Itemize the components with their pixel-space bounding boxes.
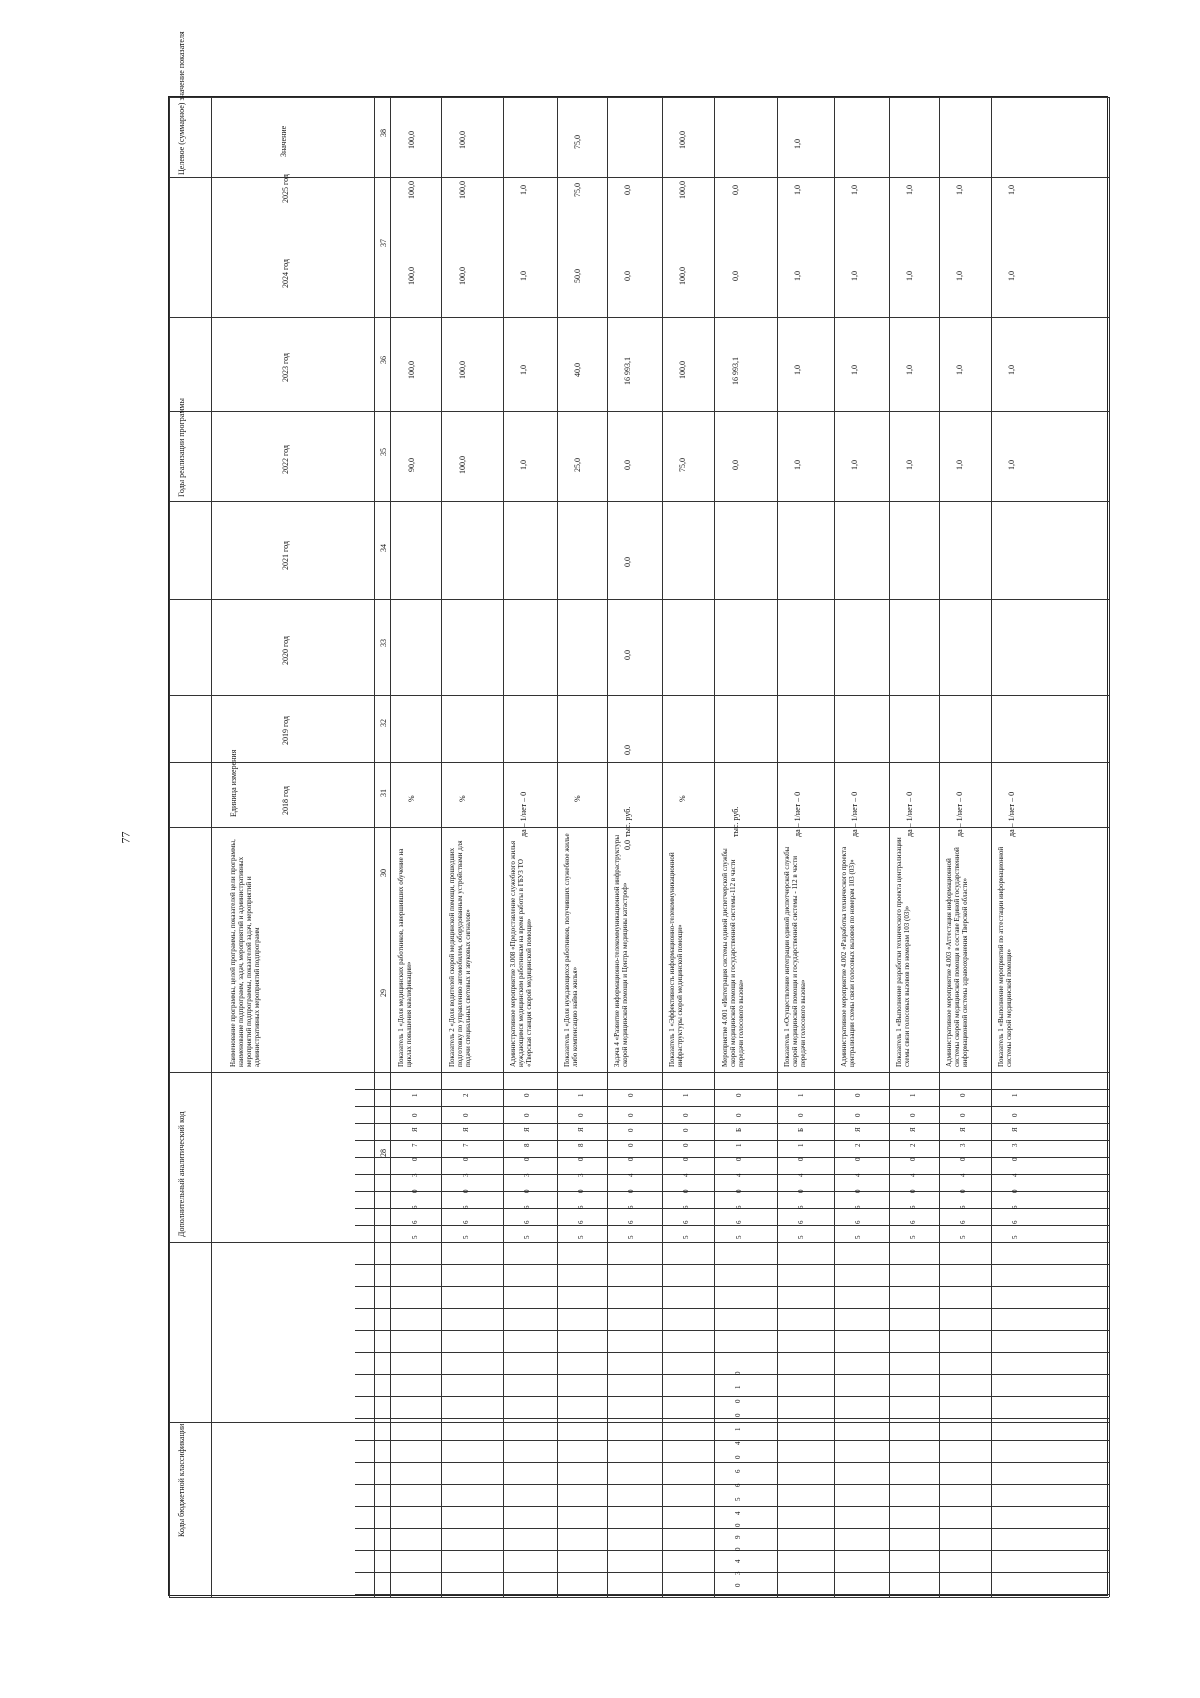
year-value: 75,0	[573, 183, 582, 197]
analytic-code-digit: 1	[909, 1093, 917, 1097]
budget-code-digit: 6	[734, 1469, 742, 1473]
col-number: 38	[379, 129, 388, 137]
indicator-name: Показатель 1 «Доля медицинских работников, завершивших обучение на циклах повышения квалификации»	[397, 848, 413, 1067]
analytic-code-digit: 8	[577, 1143, 585, 1147]
h-gridline	[355, 1264, 1109, 1265]
budget-code-digit: 1	[734, 1427, 742, 1431]
h-gridline	[169, 177, 1109, 178]
h-gridline	[355, 1123, 1109, 1124]
budget-code-digit: 4	[734, 1511, 742, 1515]
analytic-code-digit: 0	[854, 1157, 862, 1161]
analytic-code-digit: Я	[577, 1127, 585, 1132]
analytic-code-digit: 0	[411, 1189, 419, 1193]
analytic-code-digit: 6	[909, 1220, 917, 1224]
year-value: 1,0	[905, 271, 914, 281]
analytic-code-digit: 6	[523, 1205, 531, 1209]
analytic-code-digit: 6	[577, 1205, 585, 1209]
target-value-header: Целевое (суммарное) значение показателя	[177, 31, 186, 175]
indicator-name: Показатель 1 «Доля нуждающихся работников, получивших служебное жилье либо компенсацию найма жилья»	[563, 833, 579, 1067]
analytic-code-digit: Я	[959, 1127, 967, 1132]
h-gridline	[169, 827, 1109, 828]
analytic-code-digit: 4	[909, 1173, 917, 1177]
year-value: 25,0	[573, 458, 582, 472]
analytic-code-digit: 5	[627, 1235, 635, 1239]
analytic-code-digit: 0	[959, 1189, 967, 1193]
analytic-code-digit: 5	[959, 1235, 967, 1239]
year-value: 1,0	[850, 365, 859, 375]
analytic-code-digit: 6	[411, 1220, 419, 1224]
indicator-name: Административное мероприятие 4.003 «Аттестация информационной системы скорой медицинской помощи в составе Единой государственной информационной системы здравоохранения Тверской области»	[945, 847, 969, 1067]
v-gridline	[889, 97, 890, 1597]
analytic-code-digit: 0	[735, 1113, 743, 1117]
h-gridline	[355, 1440, 1109, 1441]
analytic-code-digit: 7	[411, 1143, 419, 1147]
analytic-code-digit: 1	[682, 1093, 690, 1097]
analytic-code-digit: 5	[462, 1235, 470, 1239]
year-value: 1,0	[1007, 365, 1016, 375]
analytic-code-digit: 0	[909, 1157, 917, 1161]
analytic-code-digit: 4	[1011, 1173, 1019, 1177]
unit-value: да – 1/нет – 0	[793, 791, 802, 837]
v-gridline	[557, 97, 558, 1597]
col-number: 29	[379, 989, 388, 997]
analytic-code-digit: 0	[462, 1113, 470, 1117]
analytic-code-digit: 3	[523, 1173, 531, 1177]
analytic-code-digit: 0	[909, 1113, 917, 1117]
year-value: 1,0	[519, 271, 528, 281]
h-gridline	[355, 1242, 1109, 1243]
v-gridline	[374, 97, 375, 1597]
unit-header: Единица измерения	[229, 749, 238, 817]
program-indicators-table	[168, 31, 1108, 1596]
analytic-code-digit: 3	[411, 1173, 419, 1177]
target-value: 100,0	[458, 131, 467, 149]
target-value: 100,0	[407, 131, 416, 149]
year-value: 0,0	[623, 745, 632, 755]
indicator-name: Показатель 1 «Выполнение мероприятий по аттестации информационной системы скорой медицинской помощи»	[997, 846, 1013, 1067]
year-value: 40,0	[573, 363, 582, 377]
year-value: 100,0	[458, 456, 467, 474]
analytic-code-digit: 0	[1011, 1157, 1019, 1161]
analytic-code-digit: 0	[735, 1157, 743, 1161]
year-header-2025: 2025 год	[281, 174, 290, 203]
analytic-code-digit: 1	[797, 1143, 805, 1147]
analytic-code-header: Дополнительный аналитический код	[177, 1111, 186, 1237]
analytic-code-digit: 6	[577, 1220, 585, 1224]
analytic-code-digit: 6	[854, 1220, 862, 1224]
analytic-code-digit: 0	[909, 1189, 917, 1193]
year-value: 75,0	[678, 458, 687, 472]
col-number: 32	[379, 719, 388, 727]
table-grid	[169, 31, 1109, 1597]
year-value: 1,0	[1007, 271, 1016, 281]
budget-code-digit: 3	[734, 1571, 742, 1575]
analytic-code-digit: 0	[577, 1157, 585, 1161]
year-header-2024: 2024 год	[281, 259, 290, 288]
unit-value: да – 1/нет – 0	[519, 791, 528, 837]
year-value: 1,0	[850, 460, 859, 470]
year-value: 1,0	[955, 185, 964, 195]
indicator-name: Показатель 2 «Доля водителей скорой медицинской помощи, прошедших подготовку по управлению автомобилем, оборудованным устройствами для подачи специальных световых и звуковых сигналов»	[448, 840, 472, 1067]
year-value: 0,0	[623, 271, 632, 281]
analytic-code-digit: 6	[627, 1220, 635, 1224]
value-header: Значение	[279, 125, 288, 157]
analytic-code-digit: 8	[523, 1143, 531, 1147]
analytic-code-digit: Я	[909, 1127, 917, 1132]
analytic-code-digit: 3	[959, 1143, 967, 1147]
col-number: 35	[379, 448, 388, 456]
analytic-code-digit: 1	[577, 1093, 585, 1097]
h-gridline	[355, 1308, 1109, 1309]
h-gridline	[355, 1225, 1109, 1226]
analytic-code-digit: 0	[682, 1189, 690, 1193]
unit-value: да – 1/нет – 0	[955, 791, 964, 837]
year-value: 90,0	[407, 458, 416, 472]
year-value: 100,0	[458, 181, 467, 199]
analytic-code-digit: 5	[797, 1235, 805, 1239]
analytic-code-digit: 3	[577, 1173, 585, 1177]
analytic-code-digit: 0	[627, 1189, 635, 1193]
year-value: 0,0	[731, 460, 740, 470]
year-value: 16 993,1	[731, 357, 740, 385]
year-value: 1,0	[850, 185, 859, 195]
analytic-code-digit: 2	[909, 1143, 917, 1147]
budget-code-digit: 6	[734, 1483, 742, 1487]
year-value: 1,0	[850, 271, 859, 281]
analytic-code-digit: 0	[797, 1189, 805, 1193]
year-value: 1,0	[905, 185, 914, 195]
analytic-code-digit: 0	[523, 1113, 531, 1117]
target-value: 1,0	[793, 139, 802, 149]
year-value: 1,0	[793, 185, 802, 195]
year-value: 1,0	[519, 460, 528, 470]
year-value: 0,0	[623, 185, 632, 195]
analytic-code-digit: 6	[462, 1220, 470, 1224]
year-value: 1,0	[1007, 185, 1016, 195]
col-number: 36	[379, 356, 388, 364]
v-gridline	[441, 97, 442, 1597]
year-value: 100,0	[458, 361, 467, 379]
unit-value: да – 1/нет – 0	[850, 791, 859, 837]
analytic-code-digit: 0	[523, 1093, 531, 1097]
analytic-code-digit: 6	[411, 1205, 419, 1209]
target-value: 100,0	[678, 131, 687, 149]
analytic-code-digit: 7	[462, 1143, 470, 1147]
indicator-name: Административное мероприятие 3.008 «Предоставление служебного жилья нуждающимся медицинским работникам на время работы в ГБУЗ ТО «Тверская станция скорой медицинской помощи»	[509, 840, 533, 1067]
analytic-code-digit: 0	[682, 1157, 690, 1161]
year-value: 1,0	[793, 271, 802, 281]
year-header-2019: 2019 год	[281, 716, 290, 745]
v-gridline	[211, 97, 212, 1597]
analytic-code-digit: 1	[797, 1093, 805, 1097]
h-gridline	[355, 1594, 1109, 1595]
year-value: 1,0	[519, 185, 528, 195]
target-value: 75,0	[573, 135, 582, 149]
analytic-code-digit: 0	[462, 1157, 470, 1161]
h-gridline	[355, 1330, 1109, 1331]
analytic-code-digit: Я	[411, 1127, 419, 1132]
year-value: 0,0	[623, 840, 632, 850]
budget-code-digit: 0	[734, 1413, 742, 1417]
budget-code-digit: 0	[734, 1583, 742, 1587]
analytic-code-digit: 4	[735, 1173, 743, 1177]
year-header-2021: 2021 год	[281, 541, 290, 570]
analytic-code-digit: 6	[797, 1205, 805, 1209]
analytic-code-digit: 0	[735, 1189, 743, 1193]
budget-codes-header: Коды бюджетной классификации	[177, 1423, 186, 1537]
analytic-code-digit: 0	[627, 1093, 635, 1097]
year-value: 1,0	[955, 271, 964, 281]
h-gridline	[355, 1506, 1109, 1507]
analytic-code-digit: 5	[411, 1235, 419, 1239]
analytic-code-digit: 5	[909, 1235, 917, 1239]
analytic-code-digit: 0	[523, 1157, 531, 1161]
h-gridline	[169, 97, 1109, 98]
year-value: 100,0	[407, 267, 416, 285]
v-gridline	[777, 97, 778, 1597]
budget-code-digit: 0	[734, 1455, 742, 1459]
analytic-code-digit: 0	[959, 1157, 967, 1161]
year-value: 1,0	[519, 365, 528, 375]
year-value: 1,0	[1007, 460, 1016, 470]
budget-code-digit: 5	[734, 1497, 742, 1501]
unit-value: %	[678, 795, 687, 802]
unit-value: %	[458, 795, 467, 802]
year-value: 1,0	[793, 460, 802, 470]
unit-value: тыс. руб.	[731, 806, 740, 837]
h-gridline	[355, 1462, 1109, 1463]
page-number: 77	[118, 831, 133, 844]
analytic-code-digit: 4	[959, 1173, 967, 1177]
analytic-code-digit: 0	[1011, 1113, 1019, 1117]
h-gridline	[355, 1484, 1109, 1485]
analytic-code-digit: Я	[523, 1127, 531, 1132]
col-number: 34	[379, 544, 388, 552]
year-value: 1,0	[955, 460, 964, 470]
analytic-code-digit: 4	[682, 1173, 690, 1177]
analytic-code-digit: 6	[854, 1205, 862, 1209]
year-value: 16 993,1	[623, 357, 632, 385]
unit-value: тыс. руб.	[623, 806, 632, 837]
indicator-name: Задача 4 «Развитие информационно-телекоммуникационной инфраструктуры скорой медицинской помощи и Центра медицины катастроф»	[613, 834, 629, 1067]
h-gridline	[355, 1396, 1109, 1397]
h-gridline	[355, 1352, 1109, 1353]
budget-code-digit: 0	[734, 1523, 742, 1527]
v-gridline	[503, 97, 504, 1597]
h-gridline	[169, 411, 1109, 412]
analytic-code-digit: 0	[735, 1093, 743, 1097]
indicator-name: Показатель 1 «Осуществление интеграции единой диспетчерской службы скорой медицинской помощи и государственной системы - 112 в части передачи голосового вызова»	[783, 846, 807, 1067]
analytic-code-digit: Я	[854, 1127, 862, 1132]
h-gridline	[169, 1422, 1109, 1423]
budget-code-digit: 0	[734, 1399, 742, 1403]
analytic-code-digit: 6	[909, 1205, 917, 1209]
col-number: 37	[379, 239, 388, 247]
v-gridline	[607, 97, 608, 1597]
analytic-code-digit: 1	[1011, 1093, 1019, 1097]
analytic-code-digit: 5	[523, 1235, 531, 1239]
analytic-code-digit: 5	[1011, 1235, 1019, 1239]
year-value: 0,0	[731, 271, 740, 281]
analytic-code-digit: 4	[854, 1173, 862, 1177]
year-value: 100,0	[407, 361, 416, 379]
analytic-code-digit: 3	[462, 1173, 470, 1177]
analytic-code-digit: 1	[735, 1143, 743, 1147]
indicator-name: Показатель 1 «Выполнение разработки технического проекта централизации схемы связи голосовых вызовов по номерам 103 (03)»	[895, 837, 911, 1067]
analytic-code-digit: 6	[1011, 1205, 1019, 1209]
h-gridline	[169, 1597, 1109, 1598]
analytic-code-digit: Б	[797, 1127, 805, 1132]
v-gridline	[939, 97, 940, 1597]
h-gridline	[169, 762, 1109, 763]
h-gridline	[169, 501, 1109, 502]
h-gridline	[355, 1106, 1109, 1107]
unit-value: %	[407, 795, 416, 802]
budget-code-digit: 0	[734, 1547, 742, 1551]
analytic-code-digit: 4	[797, 1173, 805, 1177]
year-value: 50,0	[573, 269, 582, 283]
analytic-code-digit: 6	[959, 1205, 967, 1209]
analytic-code-digit: 6	[462, 1205, 470, 1209]
analytic-code-digit: 0	[627, 1143, 635, 1147]
indicator-name: Показатель 1 «Эффективность информационно-телекоммуникационной инфраструктуры скорой медицинской помощи»	[668, 852, 684, 1067]
analytic-code-digit: 0	[854, 1093, 862, 1097]
analytic-code-digit: 0	[854, 1189, 862, 1193]
year-header-2020: 2020 год	[281, 636, 290, 665]
analytic-code-digit: 0	[523, 1189, 531, 1193]
analytic-code-digit: 6	[523, 1220, 531, 1224]
analytic-code-digit: 6	[735, 1205, 743, 1209]
col-number: 28	[379, 1149, 388, 1157]
col-number: 30	[379, 869, 388, 877]
v-gridline	[714, 97, 715, 1597]
analytic-code-digit: 3	[1011, 1143, 1019, 1147]
analytic-code-digit: 5	[577, 1235, 585, 1239]
h-gridline	[169, 695, 1109, 696]
year-value: 1,0	[905, 365, 914, 375]
year-header-2022: 2022 год	[281, 445, 290, 474]
analytic-code-digit: 0	[682, 1128, 690, 1132]
analytic-code-digit: 0	[577, 1113, 585, 1117]
analytic-code-digit: 4	[627, 1173, 635, 1177]
h-gridline	[355, 1140, 1109, 1141]
unit-value: да – 1/нет – 0	[905, 791, 914, 837]
analytic-code-digit: 0	[797, 1113, 805, 1117]
v-gridline	[169, 97, 170, 1597]
analytic-code-digit: 0	[411, 1113, 419, 1117]
analytic-code-digit: 6	[735, 1220, 743, 1224]
budget-code-digit: 4	[734, 1441, 742, 1445]
h-gridline	[355, 1089, 1109, 1090]
unit-value: %	[573, 795, 582, 802]
indicator-name: Административное мероприятие 4.002 «Разработка технического проекта централизации схемы связи голосовых вызовов по номерам 103 (03)»	[840, 846, 856, 1067]
analytic-code-digit: 0	[627, 1113, 635, 1117]
year-value: 1,0	[955, 365, 964, 375]
h-gridline	[355, 1528, 1109, 1529]
h-gridline	[355, 1072, 1109, 1073]
analytic-code-digit: Я	[1011, 1127, 1019, 1132]
budget-code-digit: 4	[734, 1559, 742, 1563]
year-value: 100,0	[678, 181, 687, 199]
analytic-code-digit: 0	[959, 1093, 967, 1097]
analytic-code-digit: 6	[627, 1205, 635, 1209]
h-gridline	[355, 1547, 1109, 1551]
h-gridline	[355, 1572, 1109, 1573]
analytic-code-digit: 0	[627, 1157, 635, 1161]
year-value: 0,0	[731, 185, 740, 195]
year-value: 0,0	[623, 650, 632, 660]
analytic-code-digit: 6	[1011, 1220, 1019, 1224]
analytic-code-digit: 0	[959, 1113, 967, 1117]
years-group-header: Годы реализации программы	[177, 398, 186, 497]
v-gridline	[991, 97, 992, 1597]
year-value: 1,0	[793, 365, 802, 375]
h-gridline	[355, 1418, 1109, 1419]
name-column-header: Наименование программы, целей программы, показателей цели программы, наименование подпрограмм, задач, мероприятий и административных мероприятий подпрограммы, показателей задач, мероприятий и административных мероприятий подпрограмм	[229, 839, 261, 1067]
analytic-code-digit: 0	[682, 1113, 690, 1117]
analytic-code-digit: Я	[462, 1127, 470, 1132]
v-gridline	[662, 97, 663, 1597]
analytic-code-digit: 2	[854, 1143, 862, 1147]
analytic-code-digit: 6	[797, 1220, 805, 1224]
v-gridline	[390, 97, 391, 1597]
h-gridline	[355, 1286, 1109, 1287]
v-gridline	[1109, 97, 1110, 1597]
col-number: 33	[379, 639, 388, 647]
analytic-code-digit: 5	[682, 1235, 690, 1239]
year-value: 100,0	[458, 267, 467, 285]
year-value: 100,0	[407, 181, 416, 199]
analytic-code-digit: 0	[854, 1113, 862, 1117]
analytic-code-digit: Б	[735, 1127, 743, 1132]
budget-code-digit: 9	[734, 1535, 742, 1539]
indicator-name: Мероприятие 4.001 «Интеграция системы единой диспетчерской службы скорой медицинской помощи и государственной системы-112 в части передачи голосового вызова»	[721, 848, 745, 1067]
year-value: 0,0	[623, 557, 632, 567]
year-value: 100,0	[678, 267, 687, 285]
analytic-code-digit: 0	[1011, 1189, 1019, 1193]
year-header-2023: 2023 год	[281, 353, 290, 382]
h-gridline	[355, 1371, 1109, 1375]
analytic-code-digit: 0	[577, 1189, 585, 1193]
analytic-code-digit: 5	[854, 1235, 862, 1239]
analytic-code-digit: 0	[797, 1157, 805, 1161]
analytic-code-digit: 1	[411, 1093, 419, 1097]
analytic-code-digit: 0	[682, 1143, 690, 1147]
analytic-code-digit: 0	[411, 1157, 419, 1161]
budget-code-digit: 0	[734, 1371, 742, 1375]
year-value: 100,0	[678, 361, 687, 379]
h-gridline	[169, 317, 1109, 318]
analytic-code-digit: 0	[462, 1189, 470, 1193]
analytic-code-digit: 6	[682, 1205, 690, 1209]
v-gridline	[834, 97, 835, 1597]
year-value: 0,0	[623, 460, 632, 470]
h-gridline	[169, 599, 1109, 600]
analytic-code-digit: 2	[462, 1093, 470, 1097]
budget-code-digit: 1	[734, 1385, 742, 1389]
year-header-2018: 2018 год	[281, 786, 290, 815]
col-number: 31	[379, 789, 388, 797]
year-value: 1,0	[905, 460, 914, 470]
analytic-code-digit: 5	[735, 1235, 743, 1239]
unit-value: да – 1/нет – 0	[1007, 791, 1016, 837]
analytic-code-digit: 6	[682, 1220, 690, 1224]
analytic-code-digit: 0	[627, 1128, 635, 1132]
analytic-code-digit: 6	[959, 1220, 967, 1224]
